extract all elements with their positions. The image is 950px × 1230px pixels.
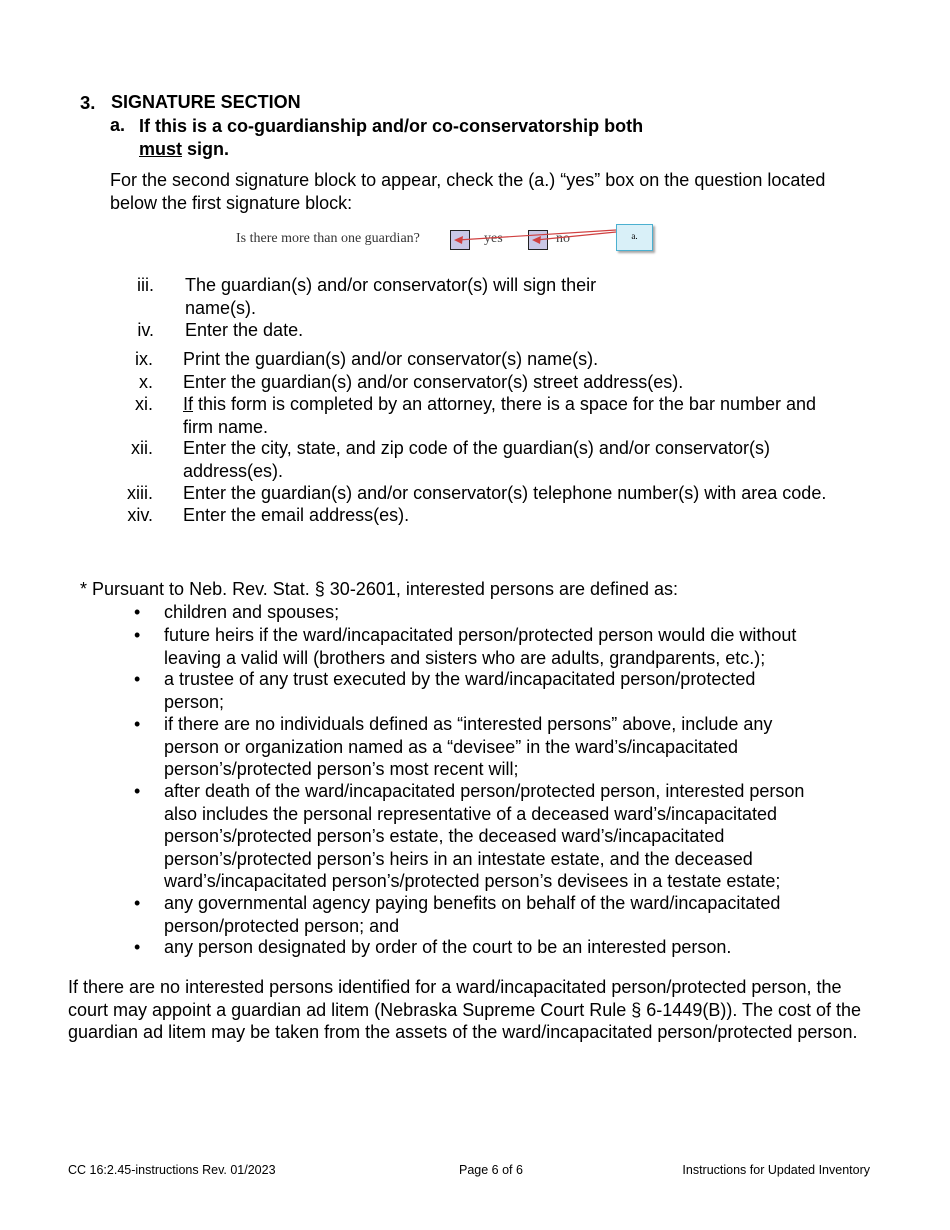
- item-text: Enter the date.: [185, 320, 304, 340]
- bullet-text: future heirs if the ward/incapacitated person/protected person would die without leaving a valid will (brothers and sisters who are adults, grandparents, etc.);: [164, 625, 797, 668]
- bullet-dot: •: [134, 937, 141, 957]
- closing-paragraph: If there are no interested persons identified for a ward/incapacitated person/protected person, the court may appoint a guardian ad litem (Nebraska Supreme Court Rule § 6-1449(B)). The cost of the guardian ad litem may be taken from the assets of the ward/incapacitated person/protected person.: [68, 977, 862, 1042]
- subsection-heading-line1: If this is a co-guardianship and/or co-conservatorship both: [139, 116, 644, 136]
- item-text: Print the guardian(s) and/or conservator(s) name(s).: [183, 349, 599, 369]
- footer-document-title: Instructions for Updated Inventory: [682, 1163, 870, 1177]
- item-text: Enter the guardian(s) and/or conservator(s) telephone number(s) with area code.: [183, 483, 827, 503]
- yes-label: yes: [484, 231, 503, 246]
- item-text-first-word: If: [183, 394, 194, 414]
- subsection-letter: a.: [110, 115, 126, 135]
- list-item-xi: [93, 393, 883, 439]
- list-item-xii: [93, 437, 883, 483]
- list-item-iii: [94, 274, 794, 320]
- item-text: Enter the city, state, and zip code of the guardian(s) and/or conservator(s) address(es).: [183, 438, 770, 481]
- item-number: ix.: [135, 349, 153, 369]
- checkbox-example-figure: [236, 222, 666, 262]
- bullet-text: any person designated by order of the court to be an interested person.: [164, 937, 732, 957]
- footer-page-number: Page 6 of 6: [459, 1163, 523, 1177]
- item-number: x.: [138, 372, 153, 392]
- list-item-xiv: [93, 504, 883, 528]
- arrow-head-no: [532, 236, 541, 244]
- arrow-head-yes: [454, 236, 463, 244]
- list-item-ix: [93, 348, 883, 372]
- figure-question: Is there more than one guardian?: [236, 231, 420, 246]
- callout-box: a.: [616, 224, 653, 251]
- bullet-dot: •: [134, 625, 141, 645]
- arrow-to-no: [536, 232, 616, 240]
- subsection-heading-end: sign.: [182, 138, 230, 159]
- subsection-heading-must: must: [139, 138, 183, 159]
- item-number: xi.: [135, 394, 153, 414]
- item-number: xiv.: [127, 505, 153, 525]
- intro-paragraph: For the second signature block to appear, check the (a.) “yes” box on the question located below the first signature block:: [110, 170, 826, 213]
- bullet-dot: •: [134, 714, 141, 734]
- bullet-dot: •: [134, 781, 141, 801]
- item-text-rest: this form is completed by an attorney, there is a space for the bar number and firm name.: [183, 394, 817, 437]
- interested-persons-note: * Pursuant to Neb. Rev. Stat. § 30-2601, interested persons are defined as:: [80, 579, 679, 599]
- item-text: Enter the email address(es).: [183, 505, 410, 525]
- section-number: 3.: [80, 92, 96, 113]
- bullet-text: after death of the ward/incapacitated person/protected person, interested person also includes the personal representative of a deceased ward’s/incapacitated person’s/protected person’s estate, the deceased ward’s/incapacitated person’s/protected person’s heirs in an intestate estate, and the deceased ward’s/incapacitated person’s/protected person’s devisees in a testate estate;: [164, 781, 805, 891]
- bullet-dot: •: [134, 893, 141, 913]
- list-item-xiii: [93, 482, 883, 506]
- list-item-x: [93, 371, 883, 395]
- bullet-text: if there are no individuals defined as “interested persons” above, include any person or organization named as a “devisee” in the ward’s/incapacitated person’s/protected person’s most recent will;: [164, 714, 773, 779]
- item-text: Enter the guardian(s) and/or conservator(s) street address(es).: [183, 372, 684, 392]
- item-number: iii.: [137, 275, 154, 295]
- bullet-text: any governmental agency paying benefits on behalf of the ward/incapacitated person/protected person; and: [164, 893, 781, 936]
- callout-arrows: [236, 222, 666, 262]
- item-text: The guardian(s) and/or conservator(s) will sign their name(s).: [185, 275, 597, 318]
- subsection-heading: [139, 115, 699, 160]
- no-label: no: [556, 231, 570, 246]
- bullet-dot: •: [134, 602, 141, 622]
- item-number: iv.: [137, 320, 154, 340]
- bullet-text: a trustee of any trust executed by the ward/incapacitated person/protected person;: [164, 669, 756, 712]
- item-number: xiii.: [127, 483, 153, 503]
- list-item-iv: [94, 319, 794, 343]
- item-text: [183, 393, 848, 438]
- item-number: xii.: [131, 438, 153, 458]
- bullet-text: children and spouses;: [164, 602, 340, 622]
- bullet-dot: •: [134, 669, 141, 689]
- section-title: SIGNATURE SECTION: [111, 92, 301, 112]
- footer-form-number: CC 16:2.45-instructions Rev. 01/2023: [68, 1163, 276, 1177]
